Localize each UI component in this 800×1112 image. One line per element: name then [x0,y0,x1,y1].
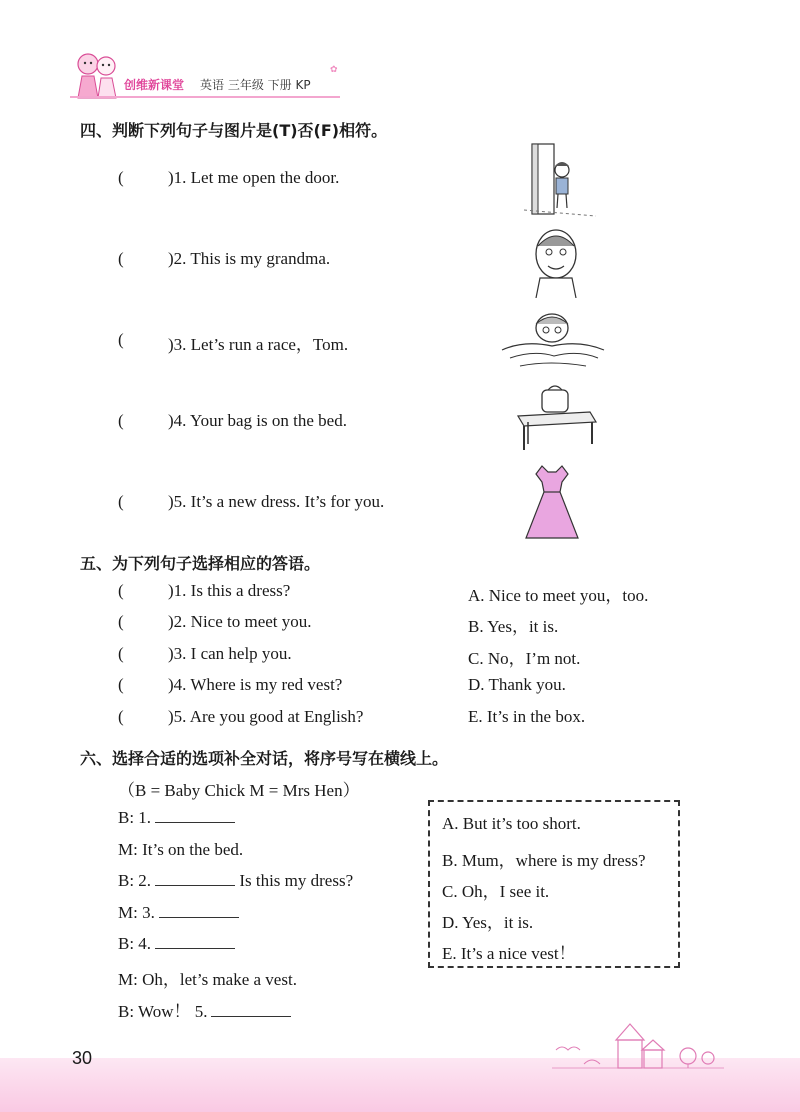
statement-2: )2. This is my grandma. [168,249,331,268]
answer-option: B. Yes，it is. [468,617,559,636]
course-label: 英语 三年级 下册 KP [200,78,311,92]
dialogue-line: B: 1. [118,808,235,828]
question-4: )4. Where is my red vest? [168,675,343,694]
question-5: )5. Are you good at English? [168,707,364,726]
answer-paren: ( [118,675,124,694]
answer-option: A. Nice to meet you，too. [468,586,649,605]
castle-icon [548,1020,728,1072]
answer-blank[interactable] [155,871,235,886]
answer-paren: ( [118,581,124,600]
answer-blank[interactable] [159,903,239,918]
dialogue-line: B: Wow！ 5. [118,997,291,1022]
swimmer-icon [494,306,610,370]
dialogue-line: M: It’s on the bed. [118,840,244,859]
option-item: A. But it’s too short. [442,814,581,833]
question-1: )1. Is this a dress? [168,581,291,600]
option-item: D. Yes，it is. [442,913,534,932]
option-item: C. Oh，I see it. [442,882,550,901]
answer-paren: ( [118,644,124,663]
section-5-title: 五、为下列句子选择相应的答语。 [80,554,321,573]
dialogue-line: M: Oh，let’s make a vest. [118,970,297,989]
option-item: B. Mum，where is my dress? [442,851,646,870]
boy-at-door-icon [516,140,600,220]
answer-blank[interactable] [155,934,235,949]
dress-icon [522,462,582,542]
grandpa-icon [526,222,586,298]
kids-mascot-icon [70,48,126,100]
answer-paren: ( [118,612,124,631]
answer-paren: ( [118,249,124,268]
brand-name: 创维新课堂 [124,78,185,92]
header-divider [70,96,340,98]
section-6-title: 六、选择合适的选项补全对话，将序号写在横线上。 [80,749,449,768]
dialogue-line: M: 3. [118,903,239,923]
page-header [70,40,340,100]
question-3: )3. I can help you. [168,644,292,663]
section-4-title: 四、判断下列句子与图片是(T)否(F)相符。 [80,121,388,140]
options-box [428,800,680,968]
answer-blank[interactable] [211,1002,291,1017]
answer-paren: ( [118,330,124,349]
answer-blank[interactable] [155,808,235,823]
page-number: 30 [72,1048,93,1068]
question-2: )2. Nice to meet you. [168,612,312,631]
dialogue-line: B: 4. [118,934,235,954]
star-icon: ✿ [330,64,338,74]
answer-paren: ( [118,492,124,511]
answer-paren: ( [118,411,124,430]
roles-legend: （B = Baby Chick M = Mrs Hen） [118,781,360,800]
answer-option: C. No，I’m not. [468,649,581,668]
dialogue-line: B: 2. Is this my dress? [118,871,354,890]
bag-on-table-icon [514,384,598,454]
answer-option: D. Thank you. [468,675,566,694]
statement-1: )1. Let me open the door. [168,168,340,187]
answer-paren: ( [118,707,124,726]
option-item: E. It’s a nice vest！ [442,944,576,963]
answer-paren: ( [118,168,124,187]
answer-option: E. It’s in the box. [468,707,586,726]
statement-4: )4. Your bag is on the bed. [168,411,347,430]
statement-5: )5. It’s a new dress. It’s for you. [168,492,385,511]
statement-3: )3. Let’s run a race，Tom. [168,335,349,354]
